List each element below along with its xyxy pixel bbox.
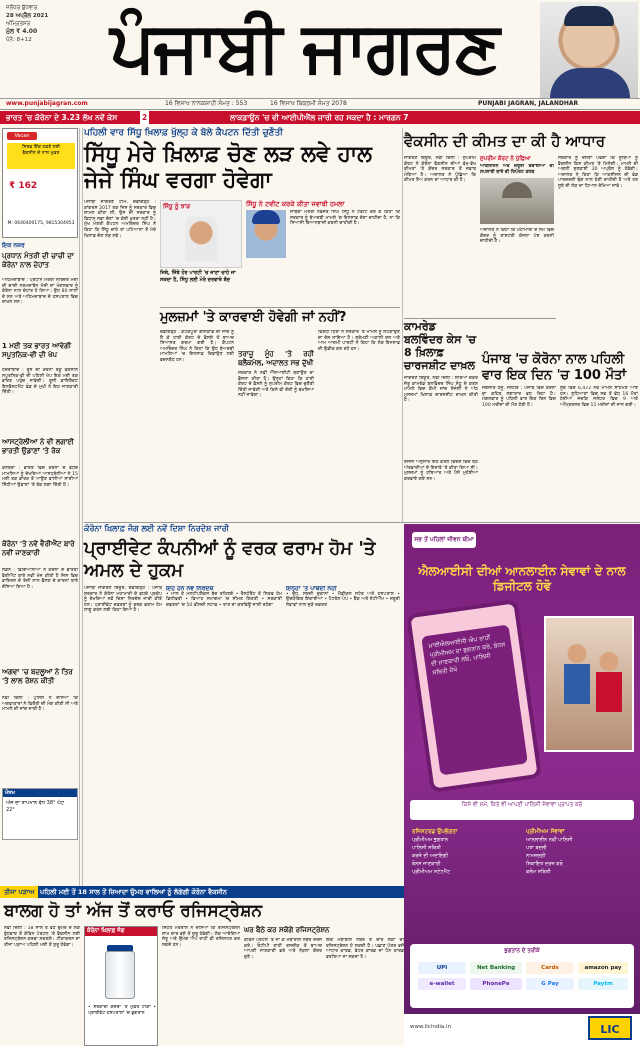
edition-info xyxy=(6,4,80,44)
issue-day: ਜਲੰਧਰ ਬੁੱਧਵਾਰ xyxy=(6,5,38,11)
supreme-court-block xyxy=(480,156,554,226)
sidebar-story-5-text: ਨਵੀਂ ਦਿੱਲੀ : ਪੁਲਿਸ ਨੇ ਦੱਸਿਆ ਕਿ ਅਗਵਾਕਾਰਾਂ ਨੇ ਫਿਰੌਤੀ ਦੀ ਮੰਗ ਕੀਤੀ ਸੀ ਅਤੇ ਮਾਮਲੇ ਦੀ ਜਾਂਚ ਜਾਰੀ ਹੈ। xyxy=(2,696,78,713)
registration-text-col-1: ਨਵੀਂ ਦਿੱਲੀ : 18 ਸਾਲ ਤੋਂ ਵੱਧ ਉਮਰ ਦੇ ਲੋਕ ਬੁੱਧਵਾਰ ਤੋਂ ਕੋਵਿਨ ਪੋਰਟਲ 'ਤੇ ਵੈਕਸੀਨ ਲਈ ਰਜਿਸਟ੍ਰੇਸ਼ਨ ਕਰਵਾ ਸਕਣਗੇ। ਟੀਕਾਕਰਨ ਦਾ ਤੀਜਾ ਪੜਾਅ ਪਹਿਲੀ ਮਈ ਤੋਂ ਸ਼ੁਰੂ ਹੋਵੇਗਾ। xyxy=(4,926,80,948)
weather-head: ਮੌਸਮ xyxy=(3,789,77,797)
cap-shape xyxy=(564,6,614,26)
cricketer-photo xyxy=(540,2,638,98)
vaccine-price-headline[interactable]: ਵੈਕਸੀਨ ਦੀ ਕੀਮਤ ਦਾ ਕੀ ਹੈ ਆਧਾਰ xyxy=(404,132,606,150)
sidhu-block xyxy=(246,200,400,256)
lic-left-item: ਬੋਨਸ ਜਾਣਕਾਰੀ xyxy=(412,861,441,867)
punjab-covid-col-2: ਸੂਬੇ ਵਿਚ 6,472 ਨਵੇਂ ਮਾਮਲੇ ਸਾਹਮਣੇ ਆਏ ਹਨ। ਲੁਧਿਆਣਾ ਵਿਚ ਸਭ ਤੋਂ ਵੱਧ 16 ਮੌਤਾਂ ਹੋਈਆਂ ਜਦਕਿ ਜਲੰਧਰ ਵਿਚ 9 ਅਤੇ ਅੰਮ੍ਰਿਤਸਰ ਵਿਚ 11 ਮਰੀਜ਼ਾਂ ਦੀ ਜਾਨ ਗਈ। xyxy=(560,386,638,408)
wfh-guidelines xyxy=(166,586,282,772)
captain-photo xyxy=(160,200,242,268)
person-2 xyxy=(596,652,622,712)
ad-line-1: ਸਿਰਫ਼ ਇੱਕ ਹਫ਼ਤੇ ਲਈ xyxy=(21,145,61,150)
gpay-chip: G Pay xyxy=(526,978,574,990)
lic-ad-title: ਐਲਆਈਸੀ ਦੀਆਂ ਆਨਲਾਈਨ ਸੇਵਾਵਾਂ ਦੇ ਨਾਲ ਡਿਜੀਟਲ ਹੋਵੋ xyxy=(418,564,626,593)
bikrami-date: 16 ਵਿਸਾਖ ਬਿਕ੍ਰਮੀ ਸੰਮਤ 2078 xyxy=(270,100,347,107)
registration-text-col-2: ਸਿਹਤ ਮੰਤਰਾਲੇ ਨੇ ਦੱਸਿਆ ਕਿ ਰਜਿਸਟ੍ਰੇਸ਼ਨ ਸ਼ਾਮ ਚਾਰ ਵਜੇ ਤੋਂ ਸ਼ੁਰੂ ਹੋਵੇਗੀ। ਲੋਕ ਆਰੋਗਿਆ ਸੇਤੂ ਅਤੇ ਉਮੰਗ ਐਪ ਰਾਹੀਂ ਵੀ ਰਜਿਸਟਰ ਕਰ ਸਕਦੇ ਹਨ। xyxy=(162,926,240,948)
issue-date: 28 ਅਪ੍ਰੈਲ 2021 xyxy=(6,13,49,19)
wfh-text-col-1: ਪੰਜਾਬੀ ਜਾਗਰਣ ਬਿਊਰੋ, ਚੰਡੀਗੜ੍ਹ : ਪੰਜਾਬ ਸਰਕਾਰ ਨੇ ਕੋਰੋਨਾ ਮਹਾਮਾਰੀ ਦੇ ਵਧਦੇ ਪ੍ਰਕੋਪ ਨੂੰ ਦੇਖਦਿਆਂ ਨਵੇਂ ਦਿਸ਼ਾ ਨਿਰਦੇਸ਼ ਜਾਰੀ ਕੀਤੇ ਹਨ। ਪ੍ਰਾਈਵੇਟ ਦਫ਼ਤਰਾਂ ਨੂੰ ਵਰਕ ਫਰਾਮ ਹੋਮ ਲਾਗੂ ਕਰਨ ਲਈ ਕਿਹਾ ਗਿਆ ਹੈ। xyxy=(84,586,162,614)
sidebar-story-2-title: 1 ਮਈ ਤਕ ਭਾਰਤ ਆਵੇਗੀ ਸਪੂਤਨਿਕ-ਵੀ ਦੀ ਖੇਪ xyxy=(2,342,72,359)
vaccine-box-text: • ਸਰਕਾਰੀ ਕੇਂਦਰਾਂ 'ਤੇ ਮੁਫ਼ਤ ਟੀਕਾ • ਪ੍ਰਾਈਵੇਟ ਹਸਪਤਾਲਾਂ 'ਚ ਭੁਗਤਾਨ xyxy=(88,1005,156,1016)
weather-box xyxy=(2,788,78,840)
column-divider xyxy=(82,128,83,886)
cards-chip: Cards xyxy=(526,962,574,974)
lic-right-item: ਸ਼ਿਕਾਇਤ ਦਰਜ ਕਰੋ xyxy=(526,861,563,867)
captain-quote: ਜਿਥੇ, ਜਿੱਥੇ ਹੋਰ ਪਾਰਟੀ 'ਚ ਜਾਣਾ ਚਾਹੇ ਜਾ ਸਕਦਾ ਹੈ, ਸਿੱਧੂ ਲਈ ਮੇਰੇ ਦਰਵਾਜ਼ੇ ਬੰਦ xyxy=(160,270,236,283)
phone-screen-text: ਮਾਈਐਲਆਈਸੀ ਐਪ ਰਾਹੀਂ ਪ੍ਰੀਮੀਅਮ ਦਾ ਭੁਗਤਾਨ ਕਰੋ, ਬੋਨਸ ਦੀ ਜਾਣਕਾਰੀ ਲਓ, ਪਾਲਿਸੀ ਸਥਿਤੀ ਦੇਖੋ xyxy=(421,625,528,776)
nanakshahi-date: 16 ਵਿਸਾਖ ਨਾਨਕਸ਼ਾਹੀ ਸੰਮਤ : 553 xyxy=(165,100,248,107)
sidebar-section-head: ਇਕ ਨਜ਼ਰ xyxy=(2,242,25,249)
vaccine-text-col-3: ਸਰਕਾਰ ਨੂੰ ਦੱਸਣਾ ਪਵੇਗਾ ਕਿ ਸੂਬਿਆਂ ਨੂੰ ਵੈਕਸੀਨ ਕਿਸ ਕੀਮਤ 'ਤੇ ਮਿਲੇਗੀ। ਮਾਮਲੇ ਦੀ ਅਗਲੀ ਸੁਣਵਾਈ 30 ਅਪ੍ਰੈਲ ਨੂੰ ਹੋਵੇਗੀ। ਅਦਾਲਤ ਨੇ ਕਿਹਾ ਕਿ ਆਕਸੀਜਨ ਦੀ ਵੰਡ ਪਾਰਦਰਸ਼ੀ ਢੰਗ ਨਾਲ ਹੋਣੀ ਚਾਹੀਦੀ ਹੈ ਅਤੇ ਹਰ ਸੂਬੇ ਦੀ ਲੋੜ ਦਾ ਧਿਆਨ ਰੱਖਿਆ ਜਾਵੇ। xyxy=(558,156,638,189)
lic-logo: LIC xyxy=(588,1016,632,1040)
person-1 xyxy=(564,644,590,704)
vaccine-text-col-1: ਜਾਗਰਣ ਬਿਊਰੋ, ਨਵੀਂ ਦਿੱਲੀ : ਸੁਪਰੀਮ ਕੋਰਟ ਨੇ ਕੋਰੋਨਾ ਵੈਕਸੀਨ ਦੀਆਂ ਵੱਖ-ਵੱਖ ਕੀਮਤਾਂ 'ਤੇ ਕੇਂਦਰ ਸਰਕਾਰ ਤੋਂ ਜਵਾਬ ਮੰਗਿਆ ਹੈ। ਅਦਾਲਤ ਨੇ ਪੁੱਛਿਆ ਕਿ ਕੀਮਤ ਤੈਅ ਕਰਨ ਦਾ ਆਧਾਰ ਕੀ ਹੈ। xyxy=(404,156,476,184)
wfh-subhead-1: ਇਹ ਹਨ ਨਵੇਂ ਨਿਰਦੇਸ਼ xyxy=(166,586,214,592)
masthead xyxy=(0,0,640,112)
phase-text: ਪਹਿਲੀ ਮਈ ਤੋਂ 18 ਸਾਲ ਤੋਂ ਜ਼ਿਆਦਾ ਉਮਰ ਵਾਲਿਆਂ ਨੂੰ ਲੱਗੇਗੀ ਕੋਰੋਨਾ ਵੈਕਸੀਨ xyxy=(40,888,227,896)
lic-left-item: ਪ੍ਰੀਮੀਅਮ ਸਟੇਟਮੈਂਟ xyxy=(412,869,451,875)
phonepe-chip: PhonePe xyxy=(470,978,522,990)
payment-title: ਭੁਗਤਾਨ ਦੇ ਤਰੀਕੇ xyxy=(504,948,540,954)
wfh-exempt xyxy=(286,586,400,772)
lic-advertisement[interactable] xyxy=(404,524,640,1046)
lic-right-item: ਨਾਮਜ਼ਦਗੀ xyxy=(526,853,546,859)
lic-left-item: ਪ੍ਰੀਮੀਅਮ ਭੁਗਤਾਨ xyxy=(412,837,449,843)
edition-label: ਅੰਮ੍ਰਿਤਸਰ xyxy=(6,21,31,27)
breaking-item-2: ਲਾਕਡਾਊਨ 'ਚ ਵੀ ਆਈਪੀਐੱਲ ਜਾਰੀ ਰਹ ਸਕਦਾ ਹੈ : ਮਾਰਗਨ 7 xyxy=(230,113,409,122)
phase-tag: ਤੀਜਾ ਪੜਾਅ xyxy=(0,886,38,898)
captain-face xyxy=(185,217,217,261)
lic-right-list xyxy=(526,828,634,876)
phone-illustration xyxy=(406,599,542,793)
netbanking-chip: Net Banking xyxy=(470,962,522,974)
sidhu-turban xyxy=(252,210,280,224)
lic-left-list xyxy=(412,828,520,876)
page-count: ਪੰਨੇ: 8+12 xyxy=(6,37,32,43)
breaking-page-number: 2 xyxy=(142,113,148,122)
registration-headline[interactable]: ਬਾਲਗ ਹੋ ਤਾਂ ਅੱਜ ਤੋਂ ਕਰਾਓ ਰਜਿਸਟ੍ਰੇਸ਼ਨ xyxy=(4,901,263,921)
lead-text-col-1: ਪੰਜਾਬੀ ਜਾਗਰਣ ਟੀਮ, ਚੰਡੀਗੜ੍ਹ : ਕਾਂਗਰਸ 2017 ਤਕ ਜਿਸ ਨੂੰ ਸਰਕਾਰ ਵਿਚ ਸ਼ਾਮਲ ਕੀਤਾ ਸੀ, ਉਸ ਦੀ ਸਰਕਾਰ ਨੂੰ ਵਿਧਾਨ ਸਭਾ ਚੋਣਾਂ 'ਚ ਕੋਈ ਖ਼ਤਰਾ ਨਹੀਂ ਹੈ। ਮੁੱਖ ਮੰਤਰੀ ਕੈਪਟਨ ਅਮਰਿੰਦਰ ਸਿੰਘ ਨੇ ਕਿਹਾ ਕਿ ਸਿੱਧੂ ਚਾਹੇ ਤਾਂ ਪਟਿਆਲਾ ਤੋਂ ਮੇਰੇ ਖ਼ਿਲਾਫ਼ ਚੋਣ ਲੜ ਲਵੇ। xyxy=(84,200,156,239)
divider xyxy=(84,522,640,523)
second-text-col-1: ਚੰਡੀਗੜ੍ਹ : ਕੋਟਕਪੂਰਾ ਗੋਲੀਕਾਂਡ ਦੀ ਜਾਂਚ ਨੂੰ ਲੈ ਕੇ ਹਾਈ ਕੋਰਟ ਦੇ ਫ਼ੈਸਲੇ ਤੋਂ ਬਾਅਦ ਸਿਆਸਤ ਗਰਮਾ ਗਈ ਹੈ। ਕੈਪਟਨ ਅਮਰਿੰਦਰ ਸਿੰਘ ਨੇ ਕਿਹਾ ਕਿ ਉਹ ਬੇਅਦਬੀ ਮਾਮਲਿਆਂ 'ਚ ਇਨਸਾਫ਼ ਦਿਵਾਉਣ ਲਈ ਵਚਨਬੱਧ ਹਨ। xyxy=(160,330,234,363)
comrade-text-col-2: ਏਜੰਸੀ ਅਨੁਸਾਰ ਇਹ ਕਤਲ ਵਿਦੇਸ਼ ਵਿਚ ਬੈਠੇ ਅੱਤਵਾਦੀਆਂ ਦੇ ਇਸ਼ਾਰੇ 'ਤੇ ਕੀਤਾ ਗਿਆ ਸੀ। ਮੁਲਜ਼ਮਾਂ ਨੂੰ ਹਥਿਆਰ ਅਤੇ ਪੈਸੇ ਮੁਹੱਈਆ ਕਰਵਾਏ ਗਏ ਸਨ। xyxy=(404,460,478,482)
vecan-ad xyxy=(2,128,78,238)
wfh-headline[interactable]: ਪ੍ਰਾਈਵੇਟ ਕੰਪਨੀਆਂ ਨੂੰ ਵਰਕ ਫਰਾਮ ਹੋਮ 'ਤੇ ਅਮਲ ਦੇ ਹੁਕਮ xyxy=(84,538,376,581)
lic-strip: ਕਿਸੇ ਵੀ ਸਮੇਂ, ਕਿਤੇ ਵੀ ਆਪਣੀ ਪਾਲਿਸੀ ਸੇਵਾਵਾਂ ਪ੍ਰਾਪਤ ਕਰੋ xyxy=(410,800,634,820)
comrade-headline[interactable]: ਕਾਮਰੇਡ ਬਲਵਿੰਦਰ ਕੇਸ 'ਚ 8 ਖ਼ਿਲਾਫ਼ ਚਾਰਜਸ਼ੀਟ ਦਾਖ਼ਲ xyxy=(404,320,477,372)
edition-city: PUNJABI JAGRAN, JALANDHAR xyxy=(478,100,579,107)
vaccine-text-col-2: ਅਦਾਲਤ ਨੇ ਕਿਹਾ ਕਿ ਮਹਾਮਾਰੀ ਦੇ ਸਮੇਂ ਵਿਚ ਕੇਂਦਰ ਨੂੰ ਰਾਸ਼ਟਰੀ ਯੋਜਨਾ ਪੇਸ਼ ਕਰਨੀ ਚਾਹੀਦੀ ਹੈ। xyxy=(480,228,554,245)
vecan-logo: Vecan xyxy=(7,132,37,140)
lic-website[interactable]: www.licindia.in xyxy=(410,1024,451,1030)
divider xyxy=(404,318,556,319)
shirt-shape xyxy=(550,68,630,98)
lic-left-item: ਪਾਲਿਸੀ ਸਥਿਤੀ xyxy=(412,845,441,851)
wfh-subhead-2: ਇਨ੍ਹਾਂ 'ਤੇ ਪਾਬੰਦੀ ਨਹੀਂ xyxy=(286,586,337,592)
lic-right-item: ਪਤਾ ਬਦਲੀ xyxy=(526,845,547,851)
lic-right-item: ਆਨਲਾਈਨ ਨਵੀਂ ਪਾਲਿਸੀ xyxy=(526,837,573,843)
breaking-news-strip xyxy=(0,111,640,124)
newspaper-title: ਪੰਜਾਬੀ ਜਾਗਰਣ xyxy=(110,5,498,88)
sidebar-story-4-title: ਕੋਰੋਨਾ 'ਤੇ ਨਵੇਂ ਵੈਰੀਐਂਟ ਬਾਰੇ ਨਵੀਂ ਜਾਣਕਾਰੀ xyxy=(2,540,75,557)
sidebar-story-1-text: ਅਹਿਮਦਾਬਾਦ : ਪ੍ਰਧਾਨ ਮੰਤਰੀ ਨਰਿੰਦਰ ਮੋਦੀ ਦੀ ਚਾਚੀ ਨਰਮਦਾਬੇਨ ਮੋਦੀ ਦਾ ਮੰਗਲਵਾਰ ਨੂੰ ਕੋਰੋਨਾ ਨਾਲ ਦੇਹਾਂਤ ਹੋ ਗਿਆ। ਉਹ 80 ਸਾਲਾਂ ਦੇ ਸਨ ਅਤੇ ਅਹਿਮਦਾਬਾਦ ਦੇ ਹਸਪਤਾਲ ਵਿਚ ਦਾਖ਼ਲ ਸਨ। xyxy=(2,278,78,306)
column-divider xyxy=(402,128,403,522)
lic-left-head: ਰਜਿਸਟਰਡ ਉਪਭੋਗਤਾ xyxy=(412,829,458,835)
punjab-covid-col-1: ਜਗਜੀਤ ਧੰਜੂ, ਜਲੰਧਰ : ਪੰਜਾਬ ਵਿਚ ਕੋਰੋਨਾ ਦਾ ਕਹਿਰ ਲਗਾਤਾਰ ਵਧ ਰਿਹਾ ਹੈ। ਮੰਗਲਵਾਰ ਨੂੰ ਪਹਿਲੀ ਵਾਰ ਇਕ ਦਿਨ ਵਿਚ 100 ਮਰੀਜ਼ਾਂ ਦੀ ਮੌਤ ਹੋਈ ਹੈ। xyxy=(482,386,556,408)
wfh-guidelines-list: • ਮਾਲ ਤੇ ਮਲਟੀਪਲੈਕਸ ਬੰਦ ਰਹਿਣਗੇ • ਰੈਸਟੋਰੈਂਟ ਤੋਂ ਸਿਰਫ਼ ਹੋਮ ਡਿਲੀਵਰੀ • ਵਿਆਹ ਸਮਾਗਮਾਂ 'ਚ ਸੀਮਤ ਗਿਣਤੀ • ਸਰਕਾਰੀ ਦਫ਼ਤਰਾਂ 'ਚ 50 ਫ਼ੀਸਦੀ ਸਟਾਫ਼ • ਰਾਤ ਦਾ ਕਰਫਿਊ ਜਾਰੀ ਰਹੇਗਾ xyxy=(166,591,282,608)
lic-right-item: ਕਲੇਮ ਸਥਿਤੀ xyxy=(526,869,551,875)
registration-subhead: ਘਰ ਬੈਠੇ ਕਰ ਸਕੋਗੇ ਰਜਿਸਟ੍ਰੇਸ਼ਨ xyxy=(244,926,330,934)
registration-text-col-4: ਇਕ ਮੋਬਾਈਲ ਨੰਬਰ ਤੋਂ ਚਾਰ ਲੋਕਾਂ ਦੀ ਰਜਿਸਟ੍ਰੇਸ਼ਨ ਹੋ ਸਕਦੀ ਹੈ। ਪਛਾਣ ਪੱਤਰ ਵਜੋਂ ਆਧਾਰ ਕਾਰਡ, ਵੋਟਰ ਕਾਰਡ ਜਾਂ ਪੈਨ ਕਾਰਡ ਵਰਤਿਆ ਜਾ ਸਕਦਾ ਹੈ। xyxy=(326,938,404,960)
paytm-chip: Paytm xyxy=(578,978,628,990)
wfh-kicker: ਕੋਰੋਨਾ ਖ਼ਿਲਾਫ਼ ਜੰਗ ਲਈ ਨਵੇਂ ਦਿਸ਼ਾ ਨਿਰਦੇਸ਼ ਜਾਰੀ xyxy=(84,524,229,533)
punjab-covid-headline[interactable]: ਪੰਜਾਬ 'ਚ ਕੋਰੋਨਾ ਨਾਲ ਪਹਿਲੀ ਵਾਰ ਇਕ ਦਿਨ 'ਚ 100 ਮੌਤਾਂ xyxy=(482,352,627,383)
sc-tag: ਸੁਪਰੀਮ ਕੋਰਟ ਨੇ ਪੁੱਛਿਆ xyxy=(480,156,531,162)
sidebar-story-3-text: ਕੈਨਬਰਾ : ਭਾਰਤ ਵਿਚ ਕੋਰੋਨਾ ਦੇ ਵਧਦੇ ਮਾਮਲਿਆਂ ਨੂੰ ਦੇਖਦਿਆਂ ਆਸਟ੍ਰੇਲੀਆ ਨੇ 15 ਮਈ ਤਕ ਭਾਰਤ ਤੋਂ ਆਉਣ ਵਾਲੀਆਂ ਸਾਰੀਆਂ ਸਿੱਧੀਆਂ ਉਡਾਣਾਂ 'ਤੇ ਰੋਕ ਲਗਾ ਦਿੱਤੀ ਹੈ। xyxy=(2,466,78,488)
sidebar-story-5-title: ਅਗਵਾ 'ਚ ਬਦਲੂਆਂ ਨੇ ਤਿਰ 'ਤੇ ਲਾਲ ਰੋਸ਼ਨ ਕੀਤੀ xyxy=(2,668,73,685)
comrade-text-col-1: ਜਾਗਰਣ ਬਿਊਰੋ, ਨਵੀਂ ਦਿੱਲੀ : ਸ਼ੌਰਿਆ ਚੱਕਰ ਜੇਤੂ ਕਾਮਰੇਡ ਬਲਵਿੰਦਰ ਸਿੰਘ ਸੰਧੂ ਦੇ ਕਤਲ ਮਾਮਲੇ ਵਿਚ ਕੌਮੀ ਜਾਂਚ ਏਜੰਸੀ ਨੇ ਅੱਠ ਮੁਲਜ਼ਮਾਂ ਖ਼ਿਲਾਫ਼ ਚਾਰਜਸ਼ੀਟ ਦਾਖ਼ਲ ਕੀਤੀ ਹੈ। xyxy=(404,376,478,404)
wfh-exempt-list: • ਦੁੱਧ, ਸਬਜ਼ੀ ਦੁਕਾਨਾਂ • ਮੈਡੀਕਲ ਸਟੋਰ ਅਤੇ ਹਸਪਤਾਲ • ਉਦਯੋਗਿਕ ਇਕਾਈਆਂ • ਪੈਟਰੋਲ ਪੰਪ • ਬੈਂਕ ਅਤੇ ਏਟੀਐੱਮ • ਜ਼ਰੂਰੀ ਸੇਵਾਵਾਂ ਨਾਲ ਜੁੜੇ ਦਫ਼ਤਰ xyxy=(286,591,400,608)
registration-text-col-3: ਕੋਵਿਨ ਪੋਰਟਲ 'ਤੇ ਜਾ ਕੇ ਮੋਬਾਈਲ ਨੰਬਰ ਦਰਜ ਕਰੋ। ਓਟੀਪੀ ਰਾਹੀਂ ਤਸਦੀਕ ਤੋਂ ਬਾਅਦ ਆਪਣੀ ਜਾਣਕਾਰੀ ਭਰੋ ਅਤੇ ਨੇੜਲਾ ਕੇਂਦਰ ਚੁਣੋ। xyxy=(244,938,322,960)
vaccine-box-head: ਕੋਰੋਨਾ ਖ਼ਿਲਾਫ਼ ਜੰਗ xyxy=(85,927,157,936)
breaking-item-1: ਭਾਰਤ 'ਚ ਕੋਰੋਨਾ ਦੇ 3.23 ਲੱਖ ਨਵੇਂ ਕੇਸ xyxy=(6,113,118,122)
second-subhead: ਤਰਾਜ਼ੂ ਮੂੰਹ 'ਤੇ ਰਹੀ ਬਲੈਕਮੇਲ, ਅਦਾਲਤ ਸਭ ਦੁੱਖੀ xyxy=(238,350,314,367)
second-headline[interactable]: ਮੁਲਜ਼ਮਾਂ 'ਤੇ ਕਾਰਵਾਈ ਹੋਵੇਗੀ ਜਾਂ ਨਹੀਂ? xyxy=(160,310,347,325)
divider xyxy=(160,307,400,308)
weather-text: ਅੱਜ ਦਾ ਤਾਪਮਾਨ ਵੱਧ 38° ਘੱਟ 22° xyxy=(6,800,65,813)
ad-line-2: ਵੈਕਸੀਨ ਦੇ ਨਾਲ ਮੁਫ਼ਤ xyxy=(22,151,60,156)
ad-price: ₹ 162 xyxy=(9,181,38,191)
lic-badge: ਸਭ ਤੋਂ ਪਹਿਲਾਂ ਜੀਵਨ ਬੀਮਾ xyxy=(412,532,476,548)
sidebar-story-1-title: ਪ੍ਰਧਾਨ ਮੰਤਰੀ ਦੀ ਚਾਚੀ ਦਾ ਕੋਰੋਨਾ ਨਾਲ ਦੇਹਾਂਤ xyxy=(2,252,74,269)
phase-band xyxy=(0,886,404,898)
lead-headline[interactable]: ਸਿੱਧੂ ਮੇਰੇ ਖ਼ਿਲਾਫ਼ ਚੋਣ ਲੜ ਲਵੇ ਹਾਲ ਜੇਜੇ ਸਿੰਘ ਵਰਗਾ ਹੋਵੇਗਾ xyxy=(84,142,373,193)
vaccine-vial-icon xyxy=(105,951,135,999)
date-strip xyxy=(0,98,640,110)
lic-footer xyxy=(404,1014,640,1046)
ad-offer-box xyxy=(7,143,75,169)
captain-photo-tag: ਸਿੱਧੂ ਨੂੰ ਝਾੜ xyxy=(163,203,191,210)
price: ਮੁੱਲ ₹ 4.00 xyxy=(6,28,38,35)
lead-kicker: ਪਹਿਲੀ ਵਾਰ ਸਿੱਧੂ ਖ਼ਿਲਾਫ਼ ਖੁੱਲ੍ਹ ਕੇ ਬੋਲੇ ਕੈਪਟਨ ਦਿੱਤੀ ਚੁਣੌਤੀ xyxy=(84,128,283,138)
second-text-col-3: ਵਿਰੋਧੀ ਧਿਰਾਂ ਨੇ ਸਰਕਾਰ 'ਤੇ ਮਾਮਲੇ ਨੂੰ ਲਟਕਾਉਣ ਦਾ ਦੋਸ਼ ਲਾਇਆ ਹੈ। ਸ਼੍ਰੋਮਣੀ ਅਕਾਲੀ ਦਲ ਅਤੇ ਆਮ ਆਦਮੀ ਪਾਰਟੀ ਨੇ ਕਿਹਾ ਕਿ ਲੋਕ ਇਨਸਾਫ਼ ਦੀ ਉਡੀਕ ਕਰ ਰਹੇ ਹਨ। xyxy=(318,330,400,352)
ad-phone: M: 0640400175, 9815304953 xyxy=(7,221,75,226)
sidebar-story-3-title: ਆਸਟ੍ਰੇਲੀਆ ਨੇ ਵੀ ਲਗਾਈ ਭਾਰਤੀ ਉਡਾਣਾਂ 'ਤੇ ਰੋਕ xyxy=(2,438,74,455)
sidhu-text: ਸਾਬਕਾ ਮੰਤਰੀ ਨਵਜੋਤ ਸਿੰਘ ਸਿੱਧੂ ਨੇ ਟਵੀਟ ਕਰ ਕੇ ਕਿਹਾ ਕਿ ਸਰਕਾਰ ਨੂੰ ਬੇਅਦਬੀ ਮਾਮਲੇ 'ਚ ਇਨਸਾਫ਼ ਦੇਣਾ ਚਾਹੀਦਾ ਹੈ, ਨਾ ਕਿ ਸਿਆਸੀ ਬਿਆਨਬਾਜ਼ੀ ਕਰਨੀ ਚਾਹੀਦੀ ਹੈ। xyxy=(290,210,400,227)
family-photo xyxy=(544,616,634,752)
upi-chip: UPI xyxy=(418,962,466,974)
amazonpay-chip: amazon pay xyxy=(578,962,628,974)
sidebar-story-4-text: ਲੰਡਨ : ਵਿਗਿਆਨੀਆਂ ਨੇ ਕੋਰੋਨਾ ਦੇ ਭਾਰਤੀ ਵੈਰੀਐਂਟ ਬਾਰੇ ਨਵੀਂ ਖੋਜ ਕੀਤੀ ਹੈ ਜਿਸ ਵਿਚ ਵਾਇਰਸ ਦੇ ਤੇਜ਼ੀ ਨਾਲ ਫੈਲਣ ਦੇ ਕਾਰਨਾਂ ਬਾਰੇ ਦੱਸਿਆ ਗਿਆ ਹੈ। xyxy=(2,568,78,590)
ewallet-chip: e-wallet xyxy=(418,978,466,990)
website-link[interactable]: www.punjabijagran.com xyxy=(6,100,88,107)
payment-options xyxy=(410,944,634,1008)
sidebar-story-2-text: ਹੈਦਰਾਬਾਦ : ਰੂਸ ਦੀ ਕੋਰੋਨਾ ਰੋਕੂ ਵੈਕਸੀਨ ਸਪੂਤਨਿਕ-ਵੀ ਦੀ ਪਹਿਲੀ ਖੇਪ ਇਕ ਮਈ ਤਕ ਭਾਰਤ ਪਹੁੰਚ ਜਾਵੇਗੀ। ਰੂਸੀ ਡਾਇਰੈਕਟ ਇਨਵੈਸਟਮੈਂਟ ਫੰਡ ਦੇ ਮੁਖੀ ਨੇ ਇਹ ਜਾਣਕਾਰੀ ਦਿੱਤੀ। xyxy=(2,368,78,396)
second-text-col-2-body: ਸਰਕਾਰ ਨੇ ਨਵੀਂ ਐੱਸਆਈਟੀ ਬਣਾਉਣ ਦਾ ਫ਼ੈਸਲਾ ਕੀਤਾ ਹੈ। ਉਨ੍ਹਾਂ ਕਿਹਾ ਕਿ ਹਾਈ ਕੋਰਟ ਦੇ ਫ਼ੈਸਲੇ ਨੂੰ ਸੁਪਰੀਮ ਕੋਰਟ ਵਿਚ ਚੁਣੌਤੀ ਦਿੱਤੀ ਜਾਵੇਗੀ ਅਤੇ ਕਿਸੇ ਵੀ ਦੋਸ਼ੀ ਨੂੰ ਬਖ਼ਸ਼ਿਆ ਨਹੀਂ ਜਾਵੇਗਾ। xyxy=(238,371,314,399)
lic-left-item: ਕਰਜ਼ੇ ਦੀ ਅਦਾਇਗੀ xyxy=(412,853,449,859)
sidhu-tag: ਸਿੱਧੂ ਨੇ ਟਵੀਟ ਕਰਕੇ ਕੀਤਾ ਜਵਾਬੀ ਹਮਲਾ xyxy=(246,200,345,208)
vaccine-info-box xyxy=(84,926,158,1046)
second-text-col-2 xyxy=(238,330,314,520)
left-sidebar xyxy=(2,128,80,888)
lic-right-head: ਪ੍ਰੀਮੀਅਮ ਸੇਵਾਵਾਂ xyxy=(526,829,565,835)
sc-subtag: ਆਕਸੀਜਨ ਅਤੇ ਜ਼ਰੂਰੀ ਦਵਾਈਆਂ ਦੀ ਸਪਲਾਈ ਬਾਰੇ ਵੀ ਰਿਪੋਰਟ ਤਲਬ xyxy=(480,164,554,175)
